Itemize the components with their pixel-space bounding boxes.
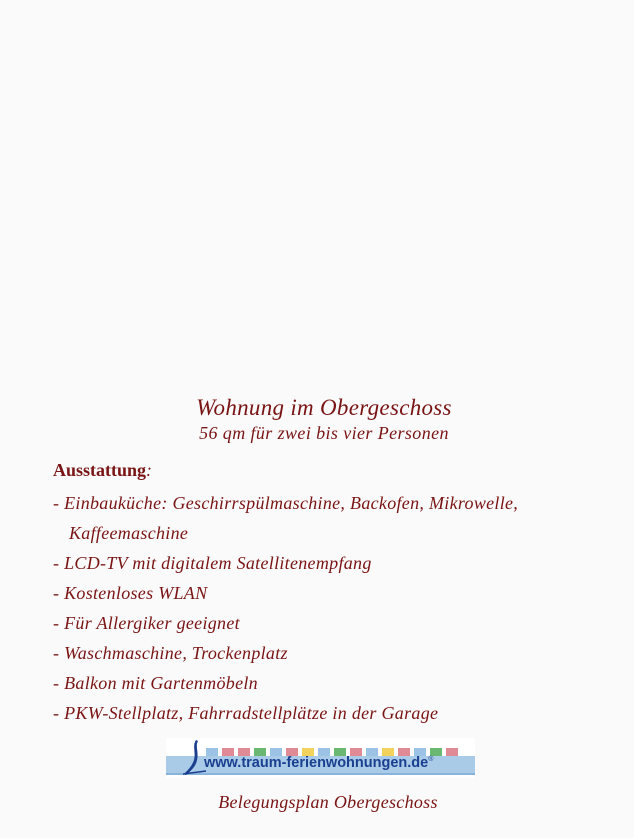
- page-subtitle: 56 qm für zwei bis vier Personen: [199, 423, 449, 443]
- list-item: - Für Allergiker geeignet: [53, 613, 240, 633]
- list-item: - LCD-TV mit digitalem Satellitenempfang: [53, 553, 372, 573]
- logo-url: www.traum-ferienwohnungen.de: [204, 755, 429, 771]
- logo-block: [446, 748, 458, 756]
- floor-plan-caption: Belegungsplan Obergeschoss: [218, 792, 438, 812]
- list-item-continuation: Kaffeemaschine: [69, 523, 189, 543]
- list-item: [53, 488, 613, 548]
- list-item: - Kostenloses WLAN: [53, 583, 208, 603]
- list-item: - Balkon mit Gartenmöbeln: [53, 673, 258, 693]
- features-heading: [53, 458, 152, 482]
- registered-mark: ®: [428, 756, 434, 763]
- logo-banner-link[interactable]: [166, 738, 475, 778]
- list-item-text: - Einbauküche: Geschirrspülmaschine, Backofen, Mikrowelle,: [53, 493, 519, 513]
- features-heading-colon: :: [146, 460, 153, 480]
- features-heading-label: Ausstattung: [53, 460, 147, 480]
- logo-text: [204, 755, 433, 771]
- features-list: [53, 488, 613, 728]
- list-item: - PKW-Stellplatz, Fahrradstellplätze in der Garage: [53, 703, 439, 723]
- list-item: - Waschmaschine, Trockenplatz: [53, 643, 288, 663]
- page-title: Wohnung im Obergeschoss: [196, 395, 452, 420]
